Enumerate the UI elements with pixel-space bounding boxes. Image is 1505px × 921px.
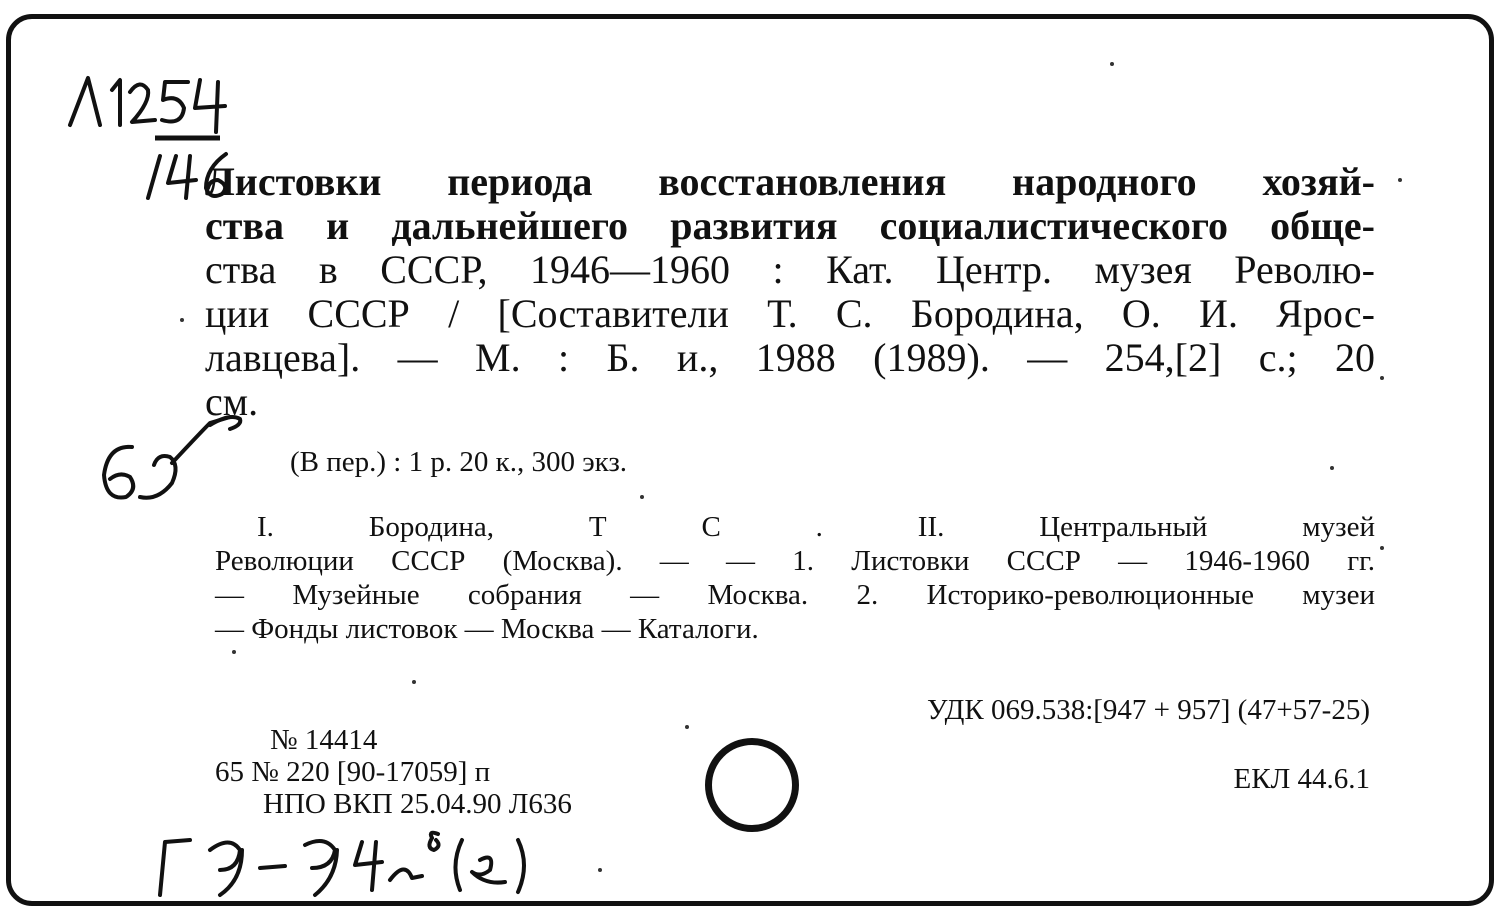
speckle [1330,466,1334,470]
speckle [1380,376,1384,380]
entry-line: ства в СССР, 1946—1960 : Кат. Центр. музея Револю- [205,247,1375,292]
entry-line: ции СССР / [Составители Т. С. Бородина, О. И. Ярос- [205,291,1375,336]
ekl-code: ЕКЛ 44.6.1 [1233,763,1370,795]
speckle [232,650,236,654]
entry-line: лавцева]. — М. : Б. и., 1988 (1989). — 254,[2] с.; 20 [205,335,1375,380]
print-number: № 14414 [270,724,378,756]
speckle [685,725,689,729]
speckle [598,868,602,872]
punch-hole-circle [705,738,799,832]
print-info [215,724,572,820]
subject-line: I. Бородина, Т С . II. Центральный музей [257,511,1375,543]
handwritten-number-top [60,70,230,145]
speckle [1110,62,1114,66]
bibliographic-entry [205,160,1375,424]
speckle [412,680,416,684]
entry-line: Листовки периода восстановления народного хозяй- [205,159,1375,204]
speckle [180,318,184,322]
entry-line: ства и дальнейшего развития социалистического обще- [205,203,1375,248]
handwritten-bottom-code [150,820,550,905]
print-order: 65 № 220 [90-17059] п [215,756,491,788]
speckle [1380,546,1384,550]
subject-line: — Фонды листовок — Москва — Каталоги. [215,613,759,645]
subject-headings [215,510,1375,646]
subject-line: Революции СССР (Москва). — — 1. Листовки СССР — 1946-1960 гг. [215,545,1375,577]
print-publisher: НПО ВКП 25.04.90 Л636 [263,788,572,820]
subject-line: — Музейные собрания — Москва. 2. Историко-революционные музеи [215,579,1375,611]
price-info: (В пер.) : 1 р. 20 к., 300 экз. [290,446,628,478]
entry-line: см. [205,379,259,424]
speckle [640,495,644,499]
speckle [1398,178,1402,182]
udk-code: УДК 069.538:[947 + 957] (47+57-25) [926,694,1370,726]
